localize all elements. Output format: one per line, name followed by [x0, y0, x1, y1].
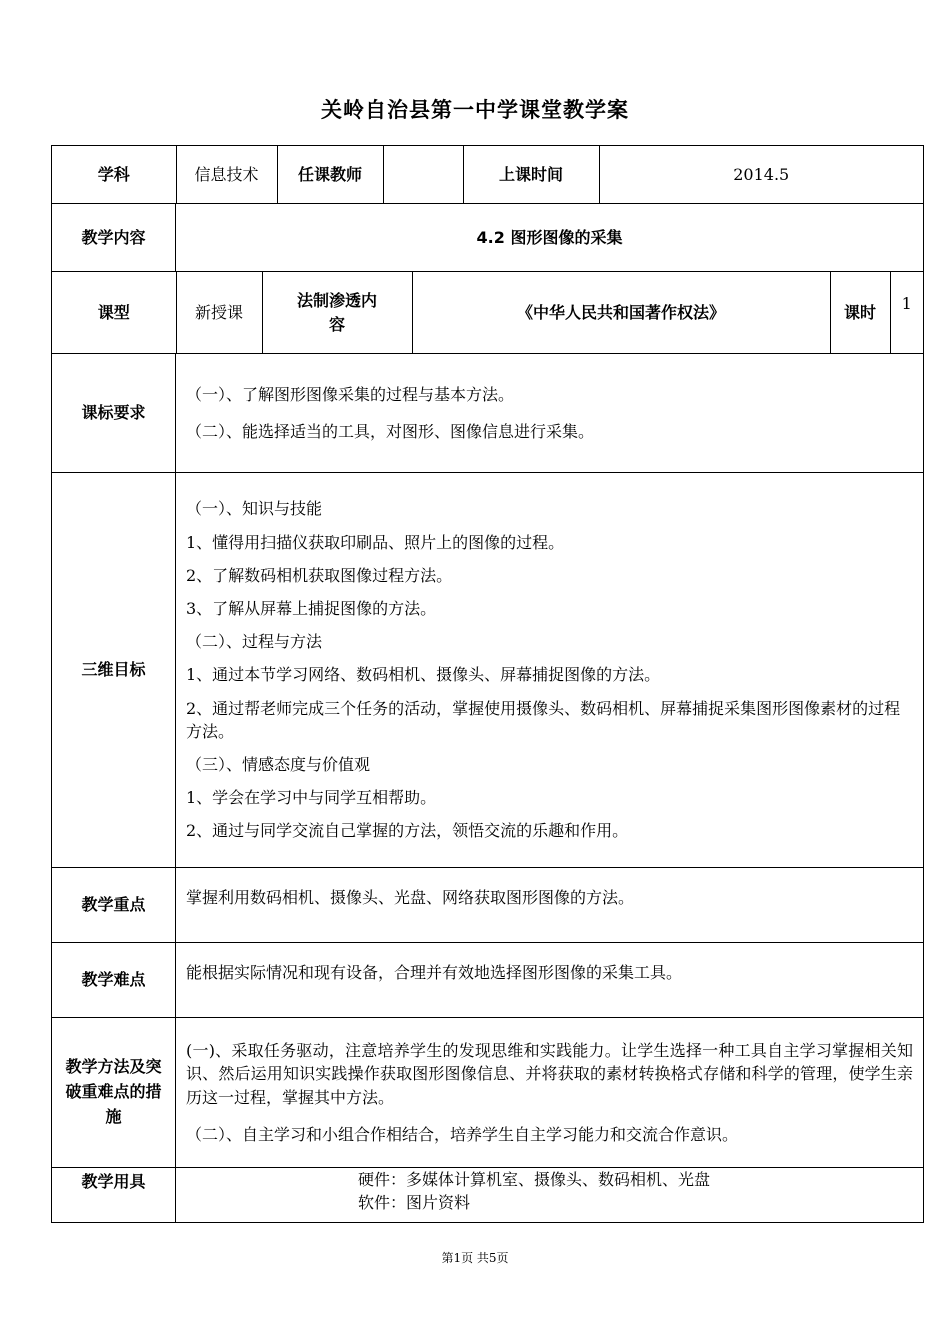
class-time-value: 2014.5 [599, 146, 923, 203]
standard-content [176, 354, 924, 473]
methods-content [176, 1018, 924, 1168]
lesson-type-row [52, 272, 923, 353]
standard-label: 课标要求 [52, 354, 176, 473]
subject-value: 信息技术 [176, 146, 277, 203]
goal-line: （三）、情感态度与价值观 [186, 754, 371, 774]
content-label: 教学内容 [52, 204, 176, 272]
teacher-value [383, 146, 463, 203]
goals-content [176, 473, 924, 868]
lesson-type-label: 课型 [97, 302, 130, 322]
goal-line: 1、通过本节学习网络、数码相机、摄像头、屏幕捕捉图像的方法。 [186, 665, 661, 685]
difficulty-value: 能根据实际情况和现有设备，合理并有效地选择图形图像的采集工具。 [176, 943, 924, 1018]
lesson-plan-table [51, 145, 924, 1223]
document-title: 关岭自治县第一中学课堂教学案 [321, 98, 629, 122]
hours-label: 课时 [830, 272, 890, 353]
law-label: 法制渗透内容 [262, 272, 412, 353]
teacher-label: 任课教师 [277, 146, 383, 203]
class-time-label: 上课时间 [463, 146, 599, 203]
key-point-label: 教学重点 [52, 868, 176, 943]
goal-line: 3、了解从屏幕上捕捉图像的方法。 [186, 599, 437, 619]
method-item: （二）、自主学习和小组合作相结合，培养学生自主学习能力和交流合作意识。 [186, 1124, 739, 1144]
tools-software: 软件：图片资料 [358, 1193, 471, 1213]
law-value: 《中华人民共和国著作权法》 [412, 272, 830, 353]
goal-line: （一）、知识与技能 [186, 499, 323, 519]
page-footer: 第1页 共5页 [441, 1251, 509, 1265]
goal-line: 2、了解数码相机获取图像过程方法。 [186, 565, 453, 585]
key-point-value: 掌握利用数码相机、摄像头、光盘、网络获取图形图像的方法。 [176, 868, 924, 943]
standard-item: （二）、能选择适当的工具，对图形、图像信息进行采集。 [186, 422, 595, 441]
difficulty-label: 教学难点 [52, 943, 176, 1018]
header-row [52, 146, 923, 203]
goal-line: 2、通过与同学交流自己掌握的方法，领悟交流的乐趣和作用。 [186, 821, 629, 841]
hours-value: 1 [890, 272, 923, 353]
content-value: 4.2 图形图像的采集 [176, 204, 924, 272]
subject-label: 学科 [97, 164, 130, 184]
goal-line: 1、懂得用扫描仪获取印刷品、照片上的图像的过程。 [186, 532, 565, 552]
method-item: (一)、采取任务驱动，注意培养学生的发现思维和实践能力。让学生选择一种工具自主学习掌握相关知识、然后运用知识实践操作获取图形图像信息、并将获取的素材转换格式存储和科学的管理，使学生亲历这一过程，掌握其中方法。 [186, 1041, 913, 1107]
goal-line: 1、学会在学习中与同学互相帮助。 [186, 788, 437, 808]
standard-item: （一）、了解图形图像采集的过程与基本方法。 [186, 384, 515, 404]
tools-content [176, 1168, 924, 1223]
goal-line: （二）、过程与方法 [186, 632, 323, 652]
goals-label: 三维目标 [52, 473, 176, 868]
tools-label: 教学用具 [52, 1168, 176, 1223]
lesson-type-value: 新授课 [176, 272, 262, 353]
methods-label: 教学方法及突破重难点的措施 [52, 1018, 176, 1168]
goal-line: 2、通过帮老师完成三个任务的活动，掌握使用摄像头、数码相机、屏幕捕捉采集图形图像素材的过程方法。 [186, 698, 901, 741]
tools-hardware: 硬件：多媒体计算机室、摄像头、数码相机、光盘 [358, 1170, 711, 1189]
